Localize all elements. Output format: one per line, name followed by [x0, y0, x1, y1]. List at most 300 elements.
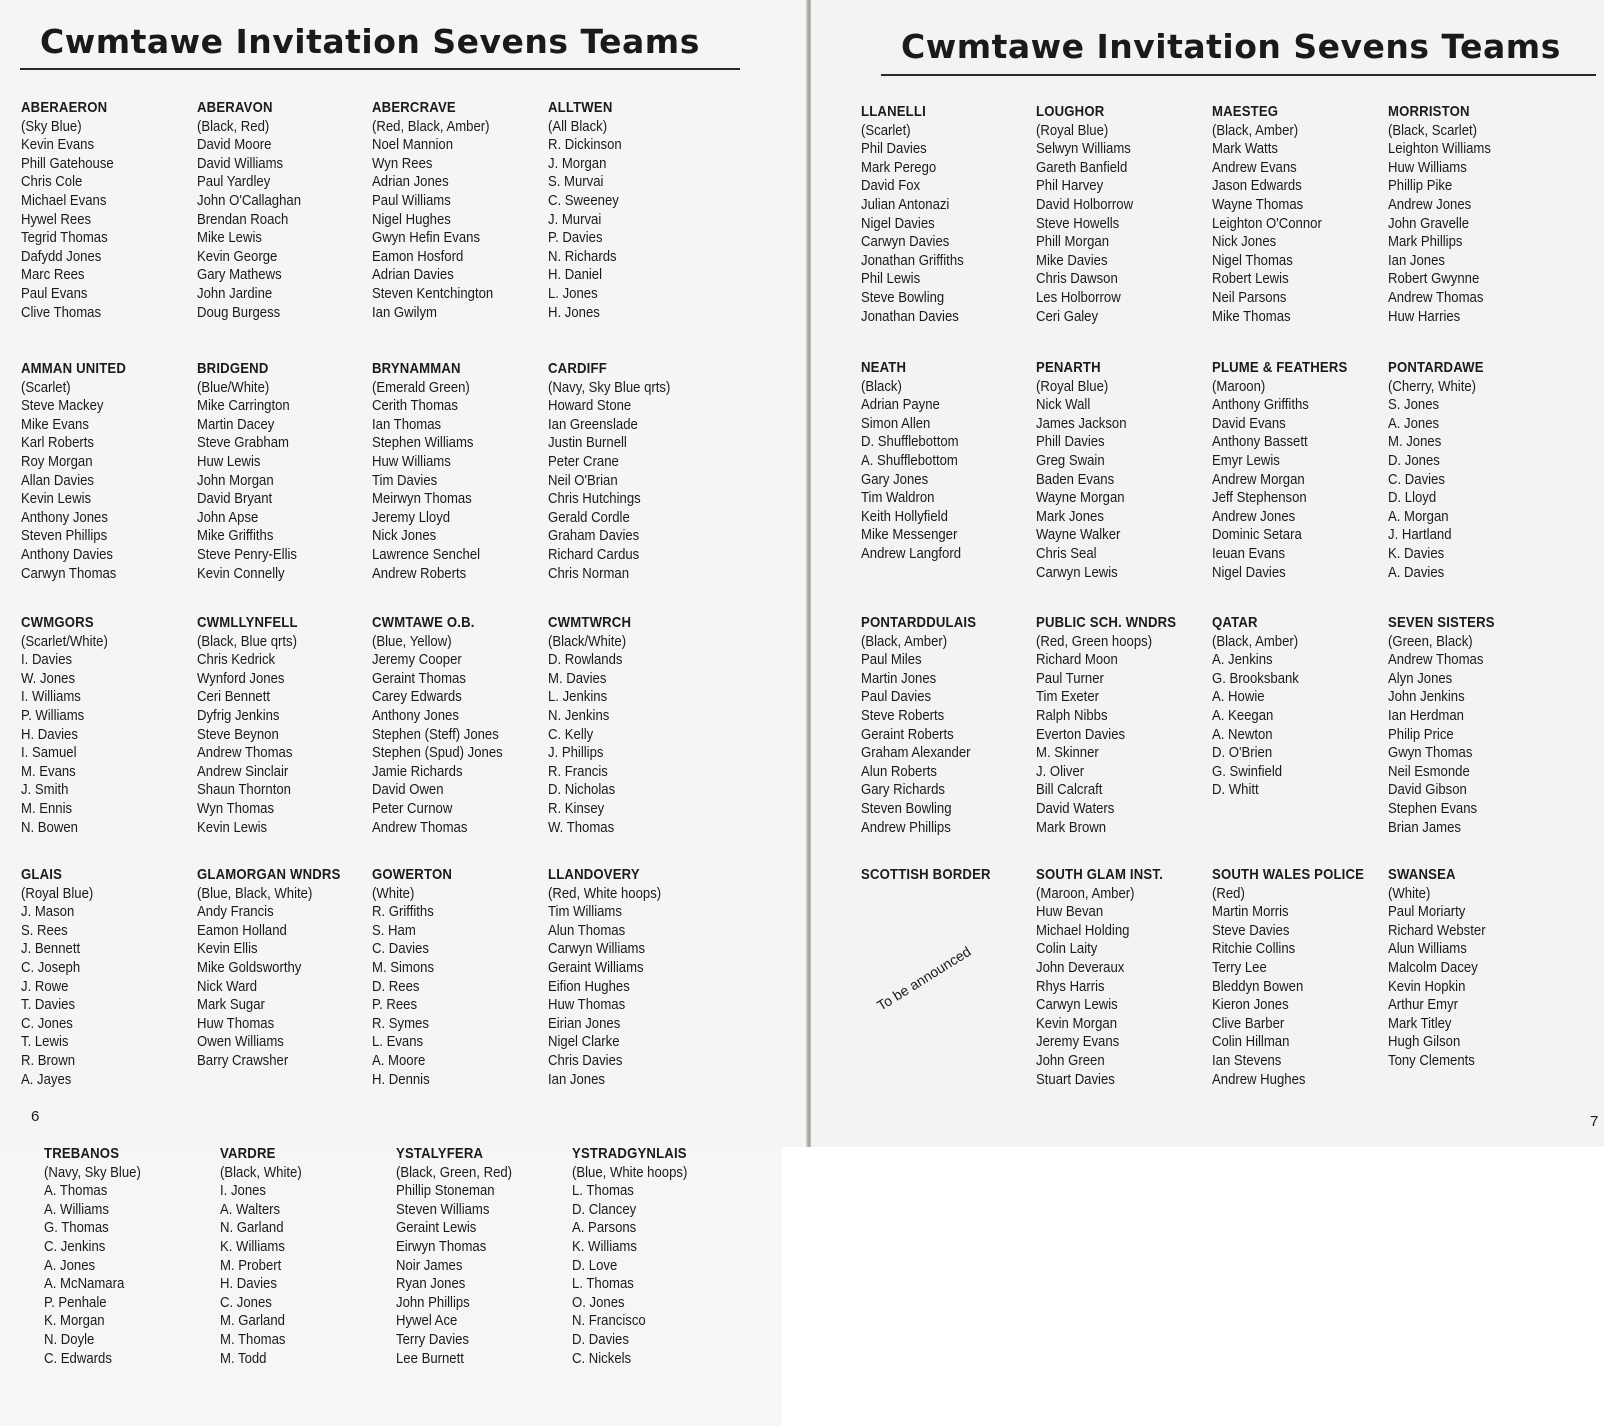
player-name: C. Jenkins	[44, 1238, 106, 1255]
player-name: Kevin Hopkin	[1388, 978, 1466, 995]
team-block	[1388, 614, 1546, 837]
player-name: Peter Crane	[548, 453, 619, 470]
player-name: S. Rees	[21, 922, 68, 939]
player-name: David Holborrow	[1036, 196, 1134, 213]
team-block	[548, 866, 706, 1089]
team-name: NEATH	[861, 360, 907, 376]
player-name: Bill Calcraft	[1036, 782, 1103, 799]
player-name: Wayne Walker	[1036, 527, 1121, 544]
player-name: Ritchie Collins	[1212, 941, 1296, 958]
player-name: Phil Davies	[861, 141, 927, 158]
player-name: Philip Price	[1388, 726, 1454, 743]
player-name: I. Williams	[21, 689, 81, 706]
team-name: BRYNAMMAN	[372, 361, 461, 377]
player-name: Leighton Williams	[1388, 141, 1491, 158]
player-name: Gwyn Thomas	[1388, 745, 1473, 762]
player-name: Huw Lewis	[197, 453, 261, 470]
page-title: Cwmtawe Invitation Sevens Teams	[901, 27, 1561, 66]
team-colours: (Red)	[1212, 885, 1245, 902]
player-name: A. Shufflebottom	[861, 452, 958, 469]
player-name: Steve Penry-Ellis	[197, 546, 298, 563]
programme-page-left	[0, 0, 811, 1147]
team-block	[1036, 359, 1194, 582]
player-name: N. Richards	[548, 248, 617, 265]
player-name: Michael Evans	[21, 192, 107, 209]
player-name: Mike Davies	[1036, 252, 1108, 269]
team-block	[548, 99, 706, 322]
player-name: Geraint Williams	[548, 959, 644, 976]
team-block	[21, 360, 179, 583]
team-colours: (Maroon)	[1212, 378, 1266, 395]
player-name: W. Jones	[21, 670, 76, 687]
player-name: M. Jones	[1388, 434, 1442, 451]
player-name: G. Swinfield	[1212, 763, 1283, 780]
player-name: Tegrid Thomas	[21, 230, 108, 247]
player-name: Chris Cole	[21, 174, 83, 191]
player-name: Martin Morris	[1212, 904, 1289, 921]
player-name: J. Smith	[21, 782, 69, 799]
page-title: Cwmtawe Invitation Sevens Teams	[40, 22, 700, 61]
player-name: D. Jones	[1388, 452, 1440, 469]
team-name: CWMTWRCH	[548, 615, 632, 631]
player-name: C. Jones	[220, 1294, 272, 1311]
player-name: Huw Bevan	[1036, 904, 1104, 921]
player-name: Adrian Payne	[861, 397, 940, 414]
team-name: ABERAERON	[21, 100, 108, 116]
player-name: Nigel Hughes	[372, 211, 451, 228]
player-name: D. Rowlands	[548, 652, 623, 669]
player-name: David Owen	[372, 782, 444, 799]
player-name: Graham Davies	[548, 528, 640, 545]
player-name: D. Love	[572, 1257, 618, 1274]
player-name: Terry Davies	[396, 1331, 469, 1348]
player-name: C. Sweeney	[548, 192, 619, 209]
player-name: Gwyn Hefin Evans	[372, 230, 481, 247]
team-block	[197, 614, 355, 837]
team-colours: (Black, Red)	[197, 118, 270, 135]
player-name: Ceri Bennett	[197, 689, 271, 706]
player-name: C. Jones	[21, 1015, 73, 1032]
player-name: Alun Roberts	[861, 763, 937, 780]
team-block	[548, 614, 706, 837]
player-name: David Bryant	[197, 491, 273, 508]
team-colours: (Royal Blue)	[21, 885, 94, 902]
team-block	[1036, 103, 1194, 326]
player-name: Gary Mathews	[197, 267, 282, 284]
player-name: C. Kelly	[548, 726, 594, 743]
player-name: Steven Phillips	[21, 528, 108, 545]
player-name: Tony Clements	[1388, 1052, 1475, 1069]
player-name: R. Griffiths	[372, 904, 434, 921]
player-name: Geraint Thomas	[372, 670, 466, 687]
player-name: A. Howie	[1212, 689, 1265, 706]
player-name: John Green	[1036, 1052, 1105, 1069]
player-name: Chris Davies	[548, 1052, 623, 1069]
player-name: Andrew Thomas	[1388, 289, 1484, 306]
player-name: H. Davies	[220, 1276, 277, 1293]
player-name: H. Davies	[21, 726, 78, 743]
player-list	[1036, 903, 1194, 1089]
player-name: Ian Jones	[548, 1071, 605, 1088]
player-list	[197, 136, 355, 322]
player-name: Terry Lee	[1212, 959, 1267, 976]
player-name: Tim Davies	[372, 472, 438, 489]
player-name: Graham Alexander	[861, 745, 971, 762]
player-name: D. Nicholas	[548, 782, 616, 799]
player-list	[197, 397, 355, 583]
player-name: Steve Bowling	[861, 289, 945, 306]
player-name: Steven Bowling	[861, 800, 952, 817]
player-name: Tim Williams	[548, 904, 622, 921]
player-name: Eifion Hughes	[548, 978, 630, 995]
team-colours: (Blue/White)	[197, 379, 270, 396]
player-name: Karl Roberts	[21, 435, 94, 452]
player-name: John Morgan	[197, 472, 274, 489]
player-name: Huw Harries	[1388, 308, 1461, 325]
player-name: I. Davies	[21, 652, 73, 669]
team-name: BRIDGEND	[197, 361, 269, 377]
player-name: A. Morgan	[1388, 508, 1449, 525]
player-name: N. Garland	[220, 1220, 284, 1237]
player-name: Ian Greenslade	[548, 416, 638, 433]
player-name: A. Newton	[1212, 726, 1273, 743]
player-name: P. Rees	[372, 997, 418, 1014]
player-name: T. Davies	[21, 997, 76, 1014]
player-list	[1388, 651, 1546, 837]
player-name: Wyn Rees	[372, 155, 433, 172]
player-name: Ian Thomas	[372, 416, 442, 433]
team-colours: (Blue, Black, White)	[197, 885, 313, 902]
player-list	[197, 903, 355, 1070]
player-name: C. Nickels	[572, 1350, 632, 1367]
player-name: Mike Goldsworthy	[197, 959, 302, 976]
player-name: Clive Thomas	[21, 304, 102, 321]
player-name: Lee Burnett	[396, 1350, 464, 1367]
player-name: J. Phillips	[548, 745, 604, 762]
player-name: Stephen Evans	[1388, 800, 1478, 817]
player-name: Stephen (Spud) Jones	[372, 745, 503, 762]
player-name: Kevin George	[197, 248, 278, 265]
player-name: Julian Antonazi	[861, 196, 950, 213]
player-name: L. Thomas	[572, 1276, 634, 1293]
player-list	[548, 397, 706, 583]
player-name: Mike Messenger	[861, 527, 958, 544]
player-name: Huw Thomas	[197, 1015, 275, 1032]
player-name: Carwyn Lewis	[1036, 997, 1118, 1014]
player-name: Robert Gwynne	[1388, 271, 1480, 288]
player-name: J. Bennett	[21, 941, 81, 958]
player-name: A. Moore	[372, 1052, 426, 1069]
team-block	[372, 99, 530, 322]
player-list	[372, 651, 530, 837]
player-name: Gary Richards	[861, 782, 945, 799]
player-name: S. Ham	[372, 922, 416, 939]
team-name: TREBANOS	[44, 1147, 120, 1162]
player-name: C. Edwards	[44, 1350, 112, 1367]
player-name: Carey Edwards	[372, 689, 462, 706]
player-list	[572, 1182, 730, 1368]
player-name: Mark Brown	[1036, 819, 1107, 836]
player-name: Nick Wall	[1036, 397, 1091, 414]
player-name: Andrew Evans	[1212, 159, 1297, 176]
player-name: Wayne Morgan	[1036, 490, 1125, 507]
team-name: AMMAN UNITED	[21, 361, 127, 377]
player-name: David Waters	[1036, 800, 1115, 817]
player-name: Rhys Harris	[1036, 978, 1105, 995]
player-name: M. Skinner	[1036, 745, 1099, 762]
player-name: D. Clancey	[572, 1201, 637, 1218]
player-name: H. Jones	[548, 304, 600, 321]
player-name: Andrew Thomas	[1388, 652, 1484, 669]
team-colours: (Royal Blue)	[1036, 122, 1109, 139]
team-name: SEVEN SISTERS	[1388, 615, 1495, 631]
team-colours: (Blue, White hoops)	[572, 1164, 688, 1181]
player-name: Eirwyn Thomas	[396, 1238, 487, 1255]
player-name: Steve Grabham	[197, 435, 289, 452]
player-list	[21, 136, 179, 322]
player-name: Gary Jones	[861, 471, 929, 488]
player-list	[372, 136, 530, 322]
team-name: ALLTWEN	[548, 100, 613, 116]
team-colours: (Black, Amber)	[1212, 122, 1299, 139]
player-name: L. Jones	[548, 285, 598, 302]
player-name: Ian Stevens	[1212, 1052, 1282, 1069]
team-name: VARDRE	[220, 1147, 276, 1162]
player-name: Andrew Morgan	[1212, 471, 1305, 488]
player-name: Brendan Roach	[197, 211, 289, 228]
player-name: Kevin Lewis	[197, 819, 268, 836]
player-name: Andrew Thomas	[372, 819, 468, 836]
player-name: Stephen Williams	[372, 435, 474, 452]
programme-page-right	[811, 0, 1604, 1147]
player-name: Neil O'Brian	[548, 472, 618, 489]
player-name: Allan Davies	[21, 472, 95, 489]
team-name: LOUGHOR	[1036, 104, 1105, 120]
team-block	[861, 103, 1019, 326]
player-name: Chris Dawson	[1036, 271, 1118, 288]
player-name: Cerith Thomas	[372, 398, 458, 415]
player-name: A. McNamara	[44, 1276, 125, 1293]
player-name: Andrew Langford	[861, 545, 962, 562]
player-list	[1036, 651, 1194, 837]
player-name: Mike Griffiths	[197, 528, 274, 545]
player-name: David Fox	[861, 178, 921, 195]
player-name: Nigel Davies	[1212, 564, 1286, 581]
player-list	[1212, 903, 1370, 1089]
player-name: Wynford Jones	[197, 670, 285, 687]
team-name: PLUME & FEATHERS	[1212, 360, 1348, 376]
player-name: Colin Hillman	[1212, 1034, 1290, 1051]
player-name: N. Doyle	[44, 1331, 95, 1348]
team-name: CWMGORS	[21, 615, 94, 631]
player-name: Hugh Gilson	[1388, 1034, 1461, 1051]
player-name: S. Jones	[1388, 397, 1440, 414]
player-name: Jonathan Griffiths	[861, 252, 964, 269]
player-name: N. Jenkins	[548, 707, 610, 724]
player-list	[548, 136, 706, 322]
player-name: A. Davies	[1388, 564, 1445, 581]
player-name: Kevin Morgan	[1036, 1015, 1118, 1032]
team-colours: (Red, Green hoops)	[1036, 633, 1153, 650]
team-colours: (Maroon, Amber)	[1036, 885, 1135, 902]
player-name: John O'Callaghan	[197, 192, 302, 209]
to-be-announced-note: To be announced	[874, 943, 974, 1014]
player-name: Jeremy Cooper	[372, 652, 462, 669]
player-name: Steven Kentchington	[372, 285, 494, 302]
player-name: Eirian Jones	[548, 1015, 621, 1032]
team-name: PONTARDDULAIS	[861, 615, 977, 631]
team-name: MORRISTON	[1388, 104, 1470, 120]
player-name: Richard Cardus	[548, 546, 640, 563]
player-name: Wyn Thomas	[197, 800, 275, 817]
player-name: M. Evans	[21, 763, 76, 780]
team-colours: (Scarlet)	[21, 379, 71, 396]
team-name: YSTALYFERA	[396, 1147, 484, 1162]
player-name: Malcolm Dacey	[1388, 959, 1478, 976]
player-name: Eamon Hosford	[372, 248, 464, 265]
player-list	[21, 397, 179, 583]
team-colours: (Red, Black, Amber)	[372, 118, 490, 135]
player-name: John Gravelle	[1388, 215, 1470, 232]
player-name: Gerald Cordle	[548, 509, 630, 526]
page-number: 6	[31, 1108, 40, 1125]
team-colours: (Royal Blue)	[1036, 378, 1109, 395]
team-name: SWANSEA	[1388, 867, 1456, 883]
player-list	[396, 1182, 554, 1368]
player-name: J. Mason	[21, 904, 75, 921]
player-name: J. Hartland	[1388, 527, 1452, 544]
player-name: John Jenkins	[1388, 689, 1465, 706]
player-name: Leighton O'Connor	[1212, 215, 1322, 232]
player-name: Nigel Davies	[861, 215, 935, 232]
player-name: M. Ennis	[21, 800, 73, 817]
player-name: Bleddyn Bowen	[1212, 978, 1304, 995]
player-list	[21, 651, 179, 837]
player-name: Andrew Roberts	[372, 565, 467, 582]
team-colours: (Emerald Green)	[372, 379, 470, 396]
player-name: Paul Turner	[1036, 670, 1104, 687]
team-colours: (Black, Blue qrts)	[197, 633, 297, 650]
player-name: Dyfrig Jenkins	[197, 707, 280, 724]
player-name: L. Thomas	[572, 1183, 634, 1200]
player-name: S. Murvai	[548, 174, 604, 191]
player-name: Tim Exeter	[1036, 689, 1100, 706]
player-name: A. Jenkins	[1212, 652, 1273, 669]
player-name: D. Whitt	[1212, 782, 1259, 799]
player-list	[1212, 140, 1370, 326]
player-name: H. Daniel	[548, 267, 603, 284]
team-name: CWMLLYNFELL	[197, 615, 298, 631]
player-name: Paul Evans	[21, 285, 88, 302]
player-name: M. Davies	[548, 670, 607, 687]
player-name: Anthony Bassett	[1212, 434, 1308, 451]
player-name: P. Davies	[548, 230, 603, 247]
player-name: M. Garland	[220, 1313, 285, 1330]
title-underline	[881, 74, 1596, 76]
team-block	[548, 360, 706, 583]
player-name: C. Davies	[1388, 471, 1445, 488]
player-name: Kieron Jones	[1212, 997, 1289, 1014]
player-name: M. Todd	[220, 1350, 267, 1367]
team-colours: (Blue, Yellow)	[372, 633, 452, 650]
player-list	[1036, 140, 1194, 326]
player-name: Carwyn Williams	[548, 941, 646, 958]
player-name: Kevin Lewis	[21, 491, 92, 508]
player-name: Noir James	[396, 1257, 463, 1274]
team-colours: (White)	[372, 885, 415, 902]
player-name: Marc Rees	[21, 267, 85, 284]
player-name: Phillip Stoneman	[396, 1183, 495, 1200]
player-name: Ieuan Evans	[1212, 545, 1286, 562]
team-colours: (Black, Scarlet)	[1388, 122, 1478, 139]
player-list	[548, 651, 706, 837]
player-name: Alun Williams	[1388, 941, 1467, 958]
player-name: Steve Howells	[1036, 215, 1120, 232]
team-colours: (All Black)	[548, 118, 608, 135]
player-name: Anthony Jones	[372, 707, 459, 724]
player-name: Andrew Sinclair	[197, 763, 289, 780]
team-name: GLAMORGAN WNDRS	[197, 867, 341, 883]
player-name: Anthony Jones	[21, 509, 108, 526]
player-list	[1388, 140, 1546, 326]
player-name: W. Thomas	[548, 819, 615, 836]
player-name: Greg Swain	[1036, 452, 1105, 469]
player-name: Eamon Holland	[197, 922, 287, 939]
player-list	[1036, 396, 1194, 582]
player-name: D. Davies	[572, 1331, 629, 1348]
title-underline	[20, 68, 740, 70]
player-name: Steve Davies	[1212, 922, 1290, 939]
player-name: Baden Evans	[1036, 471, 1115, 488]
player-name: John Apse	[197, 509, 259, 526]
player-name: C. Davies	[372, 941, 429, 958]
player-name: J. Oliver	[1036, 763, 1085, 780]
player-name: Mike Thomas	[1212, 308, 1291, 325]
player-name: Chris Seal	[1036, 545, 1097, 562]
player-name: Steven Williams	[396, 1201, 490, 1218]
team-colours: (Green, Black)	[1388, 633, 1473, 650]
player-name: Tim Waldron	[861, 490, 935, 507]
player-name: David Williams	[197, 155, 284, 172]
team-name: SOUTH WALES POLICE	[1212, 867, 1365, 883]
player-name: K. Williams	[572, 1238, 637, 1255]
player-name: A. Jones	[44, 1257, 96, 1274]
player-name: A. Thomas	[44, 1183, 108, 1200]
player-name: D. Rees	[372, 978, 420, 995]
player-name: Mike Evans	[21, 416, 89, 433]
player-name: R. Symes	[372, 1015, 429, 1032]
player-name: Ralph Nibbs	[1036, 707, 1108, 724]
player-name: Phillip Pike	[1388, 178, 1453, 195]
player-list	[548, 903, 706, 1089]
player-name: Geraint Roberts	[861, 726, 954, 743]
player-name: Ian Herdman	[1388, 707, 1464, 724]
team-name: SCOTTISH BORDER	[861, 867, 991, 883]
player-name: Phill Gatehouse	[21, 155, 114, 172]
player-name: Mike Lewis	[197, 230, 262, 247]
player-name: Mike Carrington	[197, 398, 290, 415]
player-name: Ryan Jones	[396, 1276, 466, 1293]
player-name: Simon Allen	[861, 415, 931, 432]
team-name: LLANDOVERY	[548, 867, 640, 883]
player-name: Meirwyn Thomas	[372, 491, 472, 508]
player-name: R. Dickinson	[548, 137, 622, 154]
team-colours: (Red, White hoops)	[548, 885, 662, 902]
team-block	[197, 360, 355, 583]
team-colours: (Navy, Sky Blue)	[44, 1164, 141, 1181]
player-name: L. Evans	[372, 1034, 424, 1051]
team-colours: (Black, White)	[220, 1164, 302, 1181]
